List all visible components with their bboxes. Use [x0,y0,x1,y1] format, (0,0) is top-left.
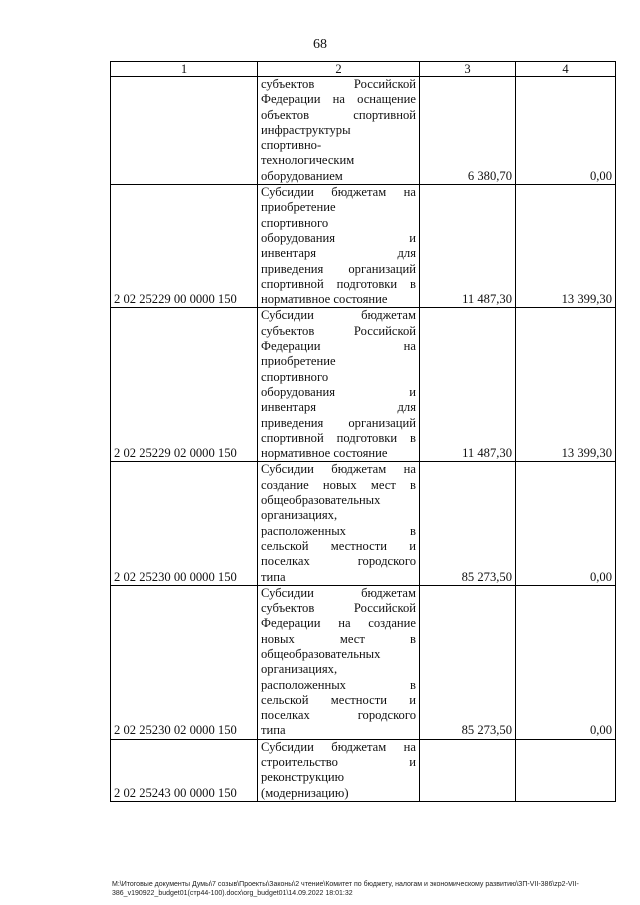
budget-code-cell [111,77,258,185]
description-line: инфраструктуры [261,122,351,137]
description-line: Субсидии бюджетам [261,308,416,323]
description-cell [258,77,420,185]
description-line: расположенных в [261,523,416,538]
description-line: Федерации на создание [261,616,416,631]
description-line: спортивного [261,215,329,230]
description-line: создание новых мест в [261,477,416,492]
description-line: типа [261,569,286,584]
description-line: спортивной подготовки в [261,276,416,291]
amount-col-3-cell: 11 487,30 [420,185,516,308]
header-col-4: 4 [516,62,616,77]
description-line: нормативное состояние [261,446,388,461]
amount-col-4-cell: 13 399,30 [516,185,616,308]
description-line: реконструкцию [261,770,345,785]
amount-col-4-cell: 0,00 [516,462,616,585]
table-row [111,585,616,739]
amount-col-3-cell: 85 273,50 [420,585,516,739]
description-cell [258,308,420,462]
amount-col-4-cell [516,739,616,801]
budget-code-cell: 2 02 25229 02 0000 150 [111,308,258,462]
description-line: приобретение [261,200,336,215]
description-line: организациях, [261,662,338,677]
description-line: общеобразовательных [261,493,381,508]
amount-col-4-cell: 13 399,30 [516,308,616,462]
description-line: общеобразовательных [261,646,381,661]
description-line: строительство и [261,755,416,770]
description-line: приведения организаций [261,415,416,430]
description-line: типа [261,723,286,738]
budget-table [110,61,616,802]
description-line: Субсидии бюджетам на [261,185,416,200]
description-cell [258,585,420,739]
table-row [111,462,616,585]
description-line: спортивного [261,369,329,384]
description-line: приобретение [261,354,336,369]
header-col-1: 1 [111,62,258,77]
description-line: субъектов Российской [261,601,416,616]
description-line: оборудования и [261,384,416,399]
description-line: оборудования и [261,230,416,245]
table-row [111,77,616,185]
description-line: поселках городского [261,554,416,569]
description-line: субъектов Российской [261,77,416,91]
file-path-footer: M:\Итоговые документы Думы\7 созыв\Проекты\Законы\2 чтение\Комитет по бюджету, налогам и экономическому развитию\ЗП-VII-386\zp2-VII-386_v190922_budget01(стр44-100).docx\org_budget01\14.09.2022 18:01:32 [112,881,579,897]
description-line: технологическим [261,153,355,168]
header-col-2: 2 [258,62,420,77]
description-line: нормативное состояние [261,292,388,307]
budget-code-cell: 2 02 25243 00 0000 150 [111,739,258,801]
description-line: Субсидии бюджетам [261,585,416,600]
description-line: организациях, [261,508,338,523]
amount-col-3-cell: 6 380,70 [420,77,516,185]
description-line: новых мест в [261,631,416,646]
header-col-3: 3 [420,62,516,77]
description-cell [258,739,420,801]
description-line: субъектов Российской [261,323,416,338]
amount-col-3-cell: 11 487,30 [420,308,516,462]
description-line: расположенных в [261,677,416,692]
description-line: инвентаря для [261,246,416,261]
description-line: спортивной подготовки в [261,430,416,445]
description-line: приведения организаций [261,261,416,276]
description-cell [258,185,420,308]
amount-col-4-cell: 0,00 [516,77,616,185]
description-line: сельской местности и [261,692,416,707]
amount-col-4-cell: 0,00 [516,585,616,739]
amount-col-3-cell: 85 273,50 [420,462,516,585]
amount-col-3-cell [420,739,516,801]
description-line: сельской местности и [261,538,416,553]
description-line: Субсидии бюджетам на [261,739,416,754]
header-row [111,62,616,77]
description-line: объектов спортивной [261,107,416,122]
description-cell [258,462,420,585]
table-row [111,185,616,308]
description-line: инвентаря для [261,400,416,415]
description-line: спортивно- [261,138,322,153]
description-line: Федерации на оснащение [261,92,416,107]
budget-code-cell: 2 02 25229 00 0000 150 [111,185,258,308]
description-line: (модернизацию) [261,785,349,800]
description-line: оборудованием [261,168,343,183]
table-row [111,308,616,462]
description-line: Субсидии бюджетам на [261,462,416,477]
table-row [111,739,616,801]
description-line: поселках городского [261,708,416,723]
description-line: Федерации на [261,339,416,354]
budget-code-cell: 2 02 25230 02 0000 150 [111,585,258,739]
page-number: 68 [313,37,327,52]
budget-code-cell: 2 02 25230 00 0000 150 [111,462,258,585]
